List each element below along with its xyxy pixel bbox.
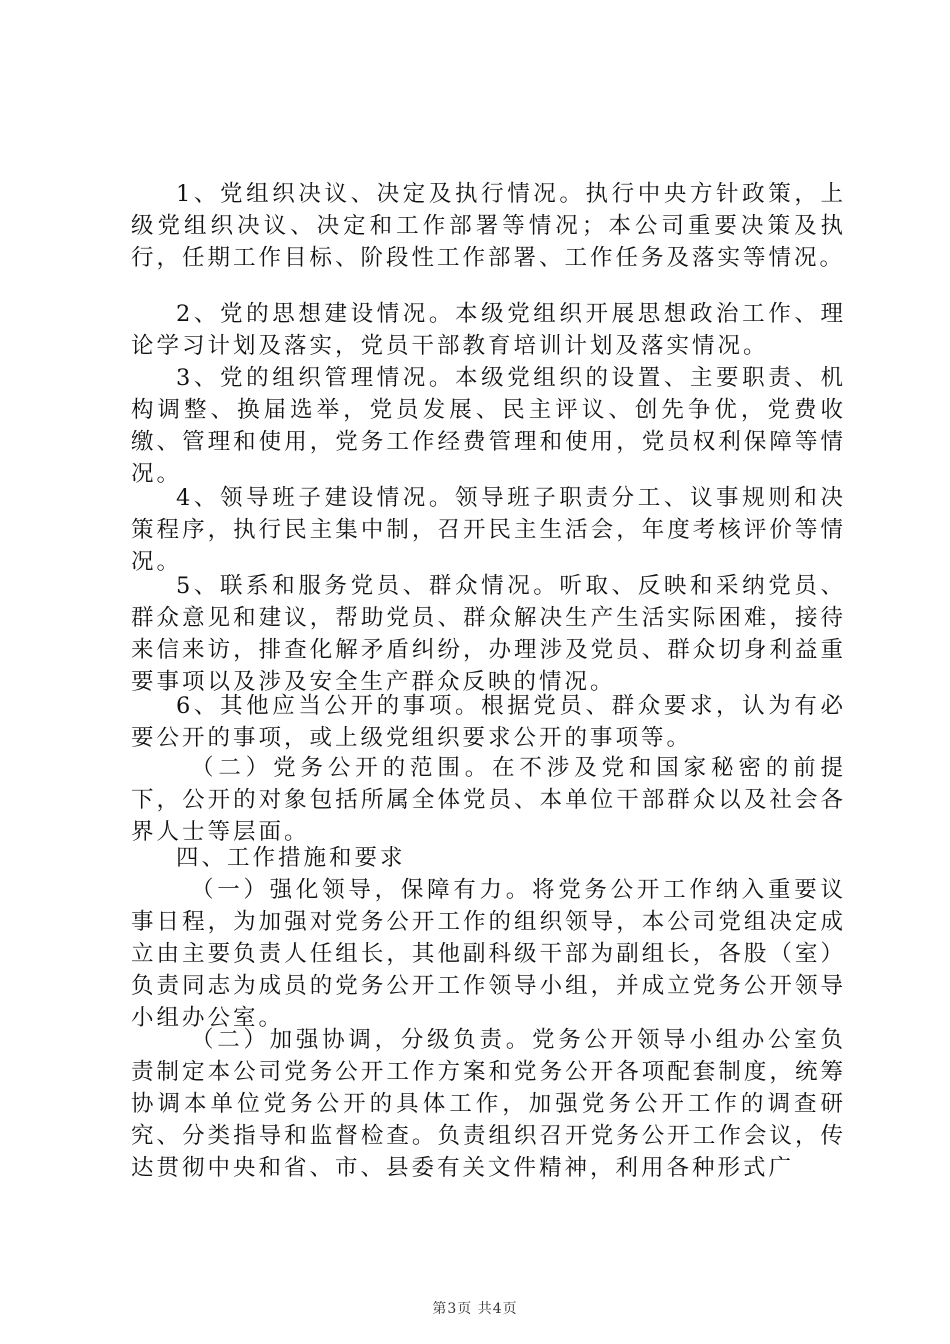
paragraph-serving-members: 5、联系和服务党员、群众情况。听取、反映和采纳党员、群众意见和建议，帮助党员、群众解决生产生活实际困难，接待来信来访，排查化解矛盾纠纷，办理涉及党员、群众切身利益重要事项以及涉及安全生产群众反映的情况。 <box>131 573 846 695</box>
paragraph-party-decisions: 1、党组织决议、决定及执行情况。执行中央方针政策，上级党组织决议、决定和工作部署等情况；本公司重要决策及执行，任期工作目标、阶段性工作部署、工作任务及落实等情况。 <box>131 181 846 271</box>
paragraph-coordination: （二）加强协调，分级负责。党务公开领导小组办公室负责制定本公司党务公开工作方案和党务公开各项配套制度，统筹协调本单位党务公开的具体工作，加强党务公开工作的调查研究、分类指导和监督检查。负责组织召开党务公开工作会议，传达贯彻中央和省、市、县委有关文件精神，利用各种形式广 <box>131 1027 846 1181</box>
section-heading-measures: 四、工作措施和要求 <box>176 845 406 871</box>
page-number-footer: 第3页 共4页 <box>432 1301 518 1317</box>
paragraph-disclosure-scope: （二）党务公开的范围。在不涉及党和国家秘密的前提下，公开的对象包括所属全体党员、本单位干部群众以及社会各界人士等层面。 <box>131 755 846 845</box>
paragraph-ideological-building: 2、党的思想建设情况。本级党组织开展思想政治工作、理论学习计划及落实，党员干部教育培训计划及落实情况。 <box>131 301 846 359</box>
paragraph-other-matters: 6、其他应当公开的事项。根据党员、群众要求，认为有必要公开的事项，或上级党组织要求公开的事项等。 <box>131 693 846 751</box>
paragraph-strengthen-leadership: （一）强化领导，保障有力。将党务公开工作纳入重要议事日程，为加强对党务公开工作的组织领导，本公司党组决定成立由主要负责人任组长，其他副科级干部为副组长，各股（室）负责同志为成员的党务公开工作领导小组，并成立党务公开领导小组办公室。 <box>131 877 846 1031</box>
paragraph-leadership-building: 4、领导班子建设情况。领导班子职责分工、议事规则和决策程序，执行民主集中制，召开民主生活会，年度考核评价等情况。 <box>131 485 846 575</box>
paragraph-organization-management: 3、党的组织管理情况。本级党组织的设置、主要职责、机构调整、换届选举，党员发展、民主评议、创先争优，党费收缴、管理和使用，党务工作经费管理和使用，党员权利保障等情况。 <box>131 365 846 487</box>
